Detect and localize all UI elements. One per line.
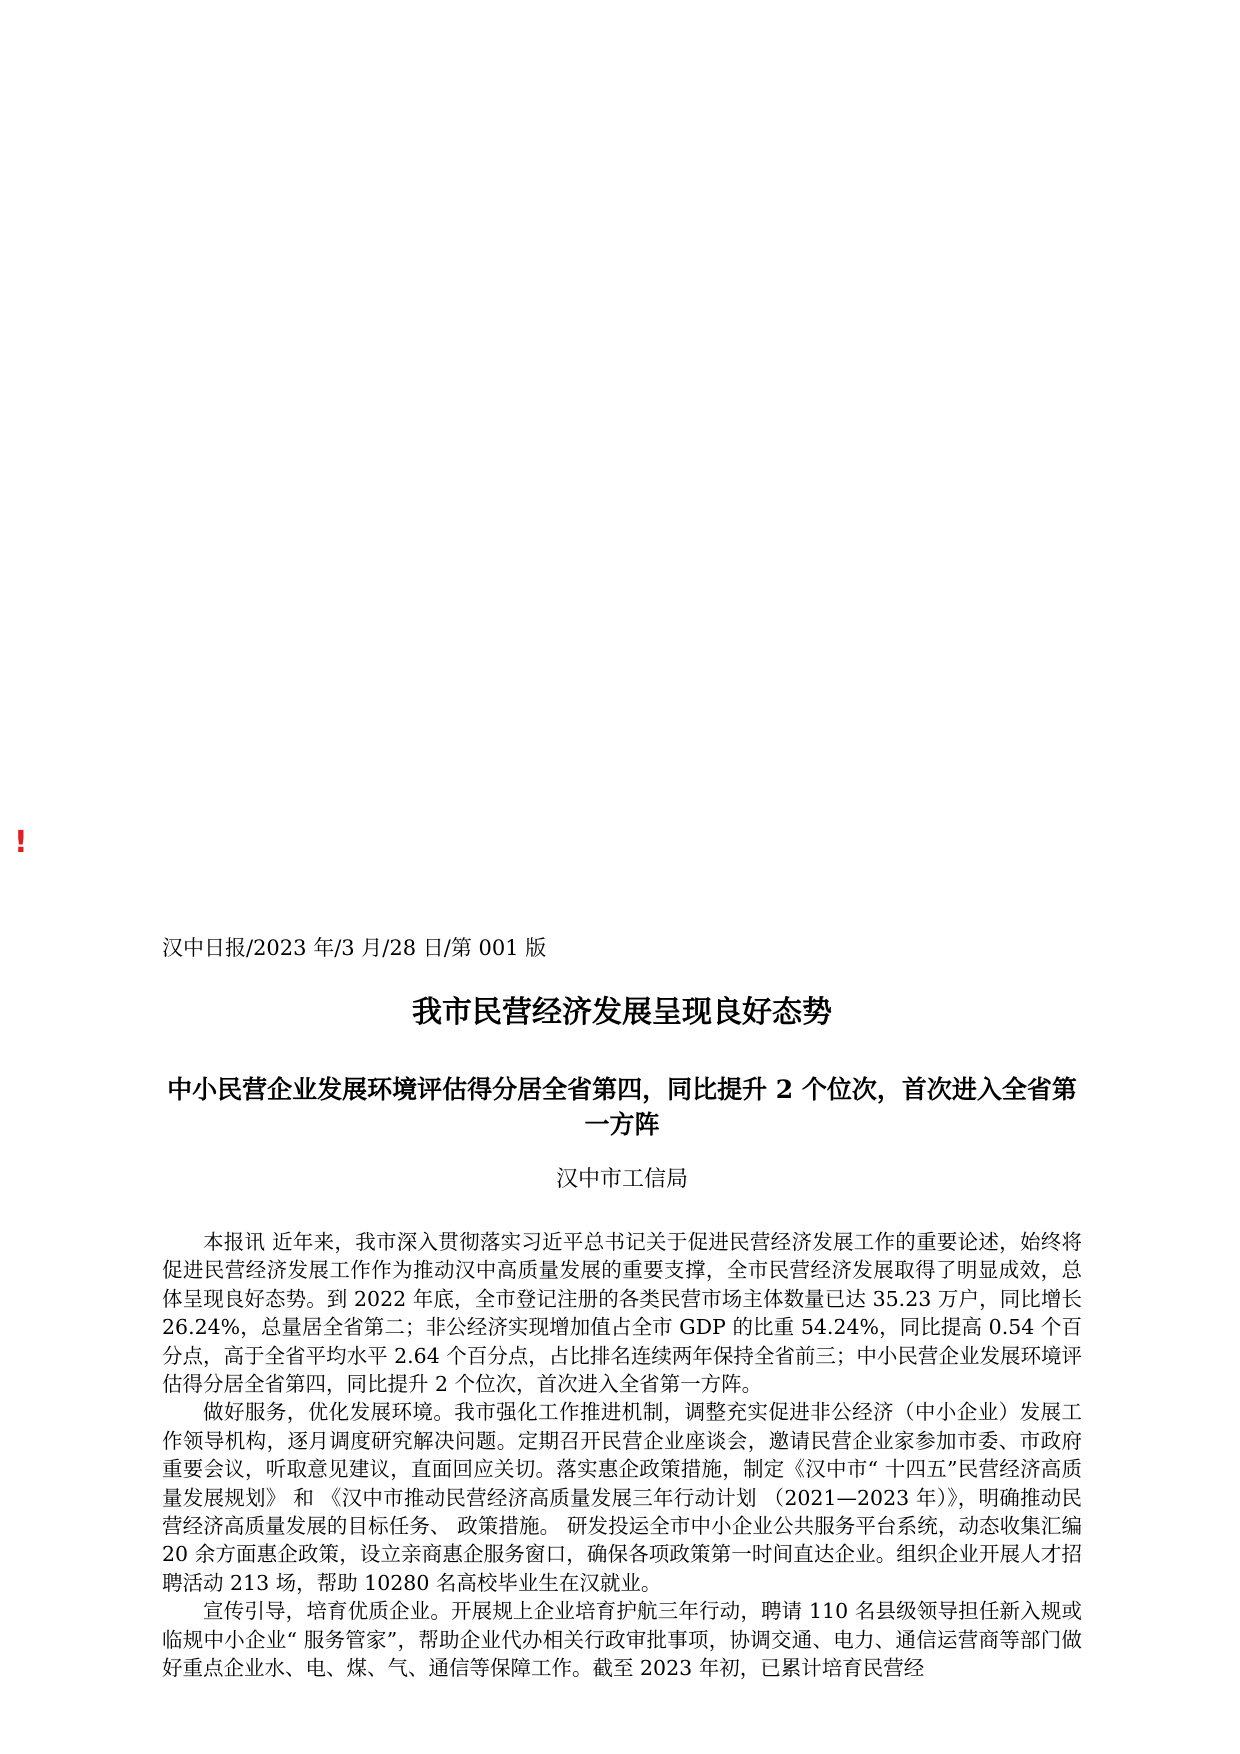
article-title: 我市民营经济发展呈现良好态势 (412, 995, 832, 1030)
paragraph: 本报讯 近年来，我市深入贯彻落实习近平总书记关于促进民营经济发展工作的重要论述，始终将促进民营经济发展工作作为推动汉中高质量发展的重要支撑，全市民营经济发展取得了明显成效，总体呈现良好态势。到 2022 年底，全市登记注册的各类民营市场主体数量已达 35.23 万户，同比增长 26.24%，总量居全省第二；非公经济实现增加值占全市 GDP 的比重 54.24%，同比提高 0.54 个百分点，高于全省平均水平 2.64 个百分点，占比排名连续两年保持全省前三；中小民营企业发展环境评估得分居全省第四，同比提升 2 个位次，首次进入全省第一方阵。 (162, 1230, 1082, 1397)
paragraph: 宣传引导，培育优质企业。开展规上企业培育护航三年行动，聘请 110 名县级领导担任新入规或临规中小企业“ 服务管家”，帮助企业代办相关行政审批事项，协调交通、电力、通信运营商等部门做好重点企业水、电、煤、气、通信等保障工作。截至 2023 年初，已累计培育民营经 (162, 1599, 1082, 1681)
source-line: 汉中日报/2023 年/3 月/28 日/第 001 版 (162, 936, 547, 960)
article-body (162, 1228, 1082, 1683)
paragraph: 做好服务，优化发展环境。我市强化工作推进机制，调整充实促进非公经济（中小企业）发展工作领导机构，逐月调度研究解决问题。定期召开民营企业座谈会，邀请民营企业家参加市委、市政府重要会议，听取意见建议，直面回应关切。落实惠企政策措施，制定《汉中市“ 十四五”民营经济高质量发展规划》 和 《汉中市推动民营经济高质量发展三年行动计划 （2021—2023 年）》，明确推动民营经济高质量发展的目标任务、 政策措施。 研发投运全市中小企业公共服务平台系统，动态收集汇编 20 余方面惠企政策，设立亲商惠企服务窗口，确保各项政策第一时间直达企业。组织企业开展人才招聘活动 213 场，帮助 10280 名高校毕业生在汉就业。 (162, 1400, 1082, 1595)
margin-exclamation-mark: ! (14, 825, 28, 860)
article-author: 汉中市工信局 (555, 1167, 688, 1192)
article-subtitle: 中小民营企业发展环境评估得分居全省第四，同比提升 2 个位次，首次进入全省第一方阵 (167, 1075, 1077, 1139)
